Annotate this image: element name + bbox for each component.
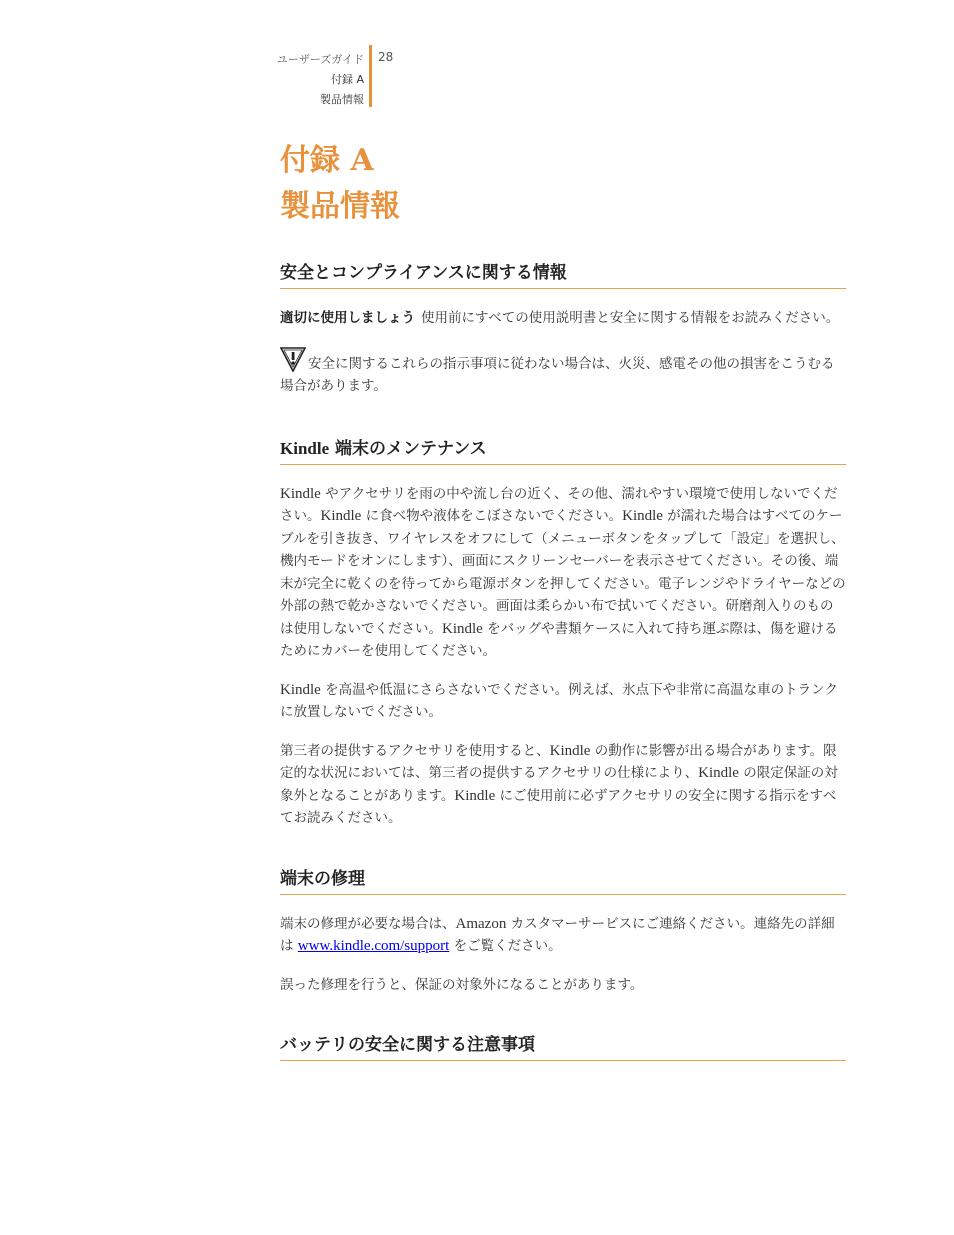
header-guide-title: ユーザーズガイド <box>276 53 364 66</box>
text-run: を高温や低温にさらさないでください。例えば、氷点下や非常に高温な車のトランクに放置しないでください。 <box>280 681 838 720</box>
kindle-word: Kindle <box>320 508 362 524</box>
repair-paragraph-2: 誤った修理を行うと、保証の対象外になることがあります。 <box>280 976 644 993</box>
text-run: が濡れた場合はすべてのケーブルを引き抜き、ワイヤレスをオフにして（メニューボタンをタップして「設定」を選択し、機内モードをオンにします）、画面にスクリーンセーバーを表示させてください。その後、端末が完全に乾くのを待ってから電源ボタンを押してください。電子レンジやドライヤーなどの外部の熱で乾かさないでください。画面は柔らかい布で拭いてください。研磨剤入りのものは使用しないでください。 <box>280 508 846 637</box>
kindle-word: Kindle <box>442 620 483 637</box>
kindle-word: Kindle <box>280 485 321 502</box>
warning-triangle-icon <box>280 346 306 372</box>
support-link[interactable]: www.kindle.com/support <box>297 938 450 954</box>
heading-safety: 安全とコンプライアンスに関する情報 <box>280 258 846 289</box>
heading-repair: 端末の修理 <box>280 864 846 895</box>
header-section: 製品情報 <box>320 93 364 106</box>
text-run: の動作に影響が出る場合があります。限定的な状況においては、第三者の提供するアクセサリの仕様により、 <box>280 742 837 781</box>
text-run: をバッグや書類ケースに入れて持ち運ぶ際は、傷を避けるためにカバーを使用してください。 <box>280 620 838 659</box>
running-header <box>240 50 364 110</box>
text-run: カスタマーサービスにご連絡ください。連絡先の詳細は <box>280 915 835 954</box>
header-chapter: 付録 A <box>330 73 364 86</box>
header-divider <box>369 45 372 107</box>
text-run: 端末の修理が必要な場合は、 <box>280 915 456 932</box>
text-run: に食べ物や液体をこぼさないでください。 <box>361 508 623 524</box>
page-content <box>280 138 846 1061</box>
title-line-1: 付録 A <box>280 143 374 178</box>
maintenance-paragraph-2 <box>280 679 846 724</box>
kindle-word: Kindle <box>622 508 663 524</box>
safety-text-1: 使用前にすべての使用説明書と安全に関する情報をお読みください。 <box>421 310 840 326</box>
text-run: をご覧ください。 <box>449 938 562 954</box>
repair-paragraph-1 <box>280 913 846 958</box>
kindle-word: Kindle <box>280 681 321 698</box>
kindle-word: Kindle <box>698 765 739 781</box>
kindle-word: Kindle <box>549 742 591 759</box>
text-run: の限定保証の対象外となることがあります。 <box>280 765 838 804</box>
text-run: やアクセサリを雨の中や流し台の近く、その他、濡れやすい環境で使用しないでください。 <box>280 485 838 524</box>
heading-battery: バッテリの安全に関する注意事項 <box>280 1030 846 1061</box>
kindle-word: Kindle <box>454 787 496 804</box>
safety-text-2: 安全に関するこれらの指示事項に従わない場合は、火災、感電その他の損害をこうむる場合があります。 <box>280 355 835 394</box>
title-line-2: 製品情報 <box>280 189 400 224</box>
amazon-word: Amazon <box>455 915 507 932</box>
page-title <box>280 138 846 230</box>
safety-paragraph-1 <box>280 307 846 330</box>
safety-lead: 適切に使用しましょう <box>280 310 415 326</box>
maintenance-paragraph-3 <box>280 740 846 830</box>
heading-maintenance-text: 端末のメンテナンス <box>329 438 487 459</box>
text-run: 第三者の提供するアクセサリを使用すると、 <box>280 742 550 759</box>
text-run: にご使用前に必ずアクセサリの安全に関する指示をすべてお読みください。 <box>280 787 837 826</box>
maintenance-paragraph-1 <box>280 483 846 663</box>
heading-maintenance <box>280 434 846 465</box>
page-number: 28 <box>378 50 394 64</box>
heading-kindle: Kindle <box>280 438 330 458</box>
safety-paragraph-2 <box>280 346 846 398</box>
